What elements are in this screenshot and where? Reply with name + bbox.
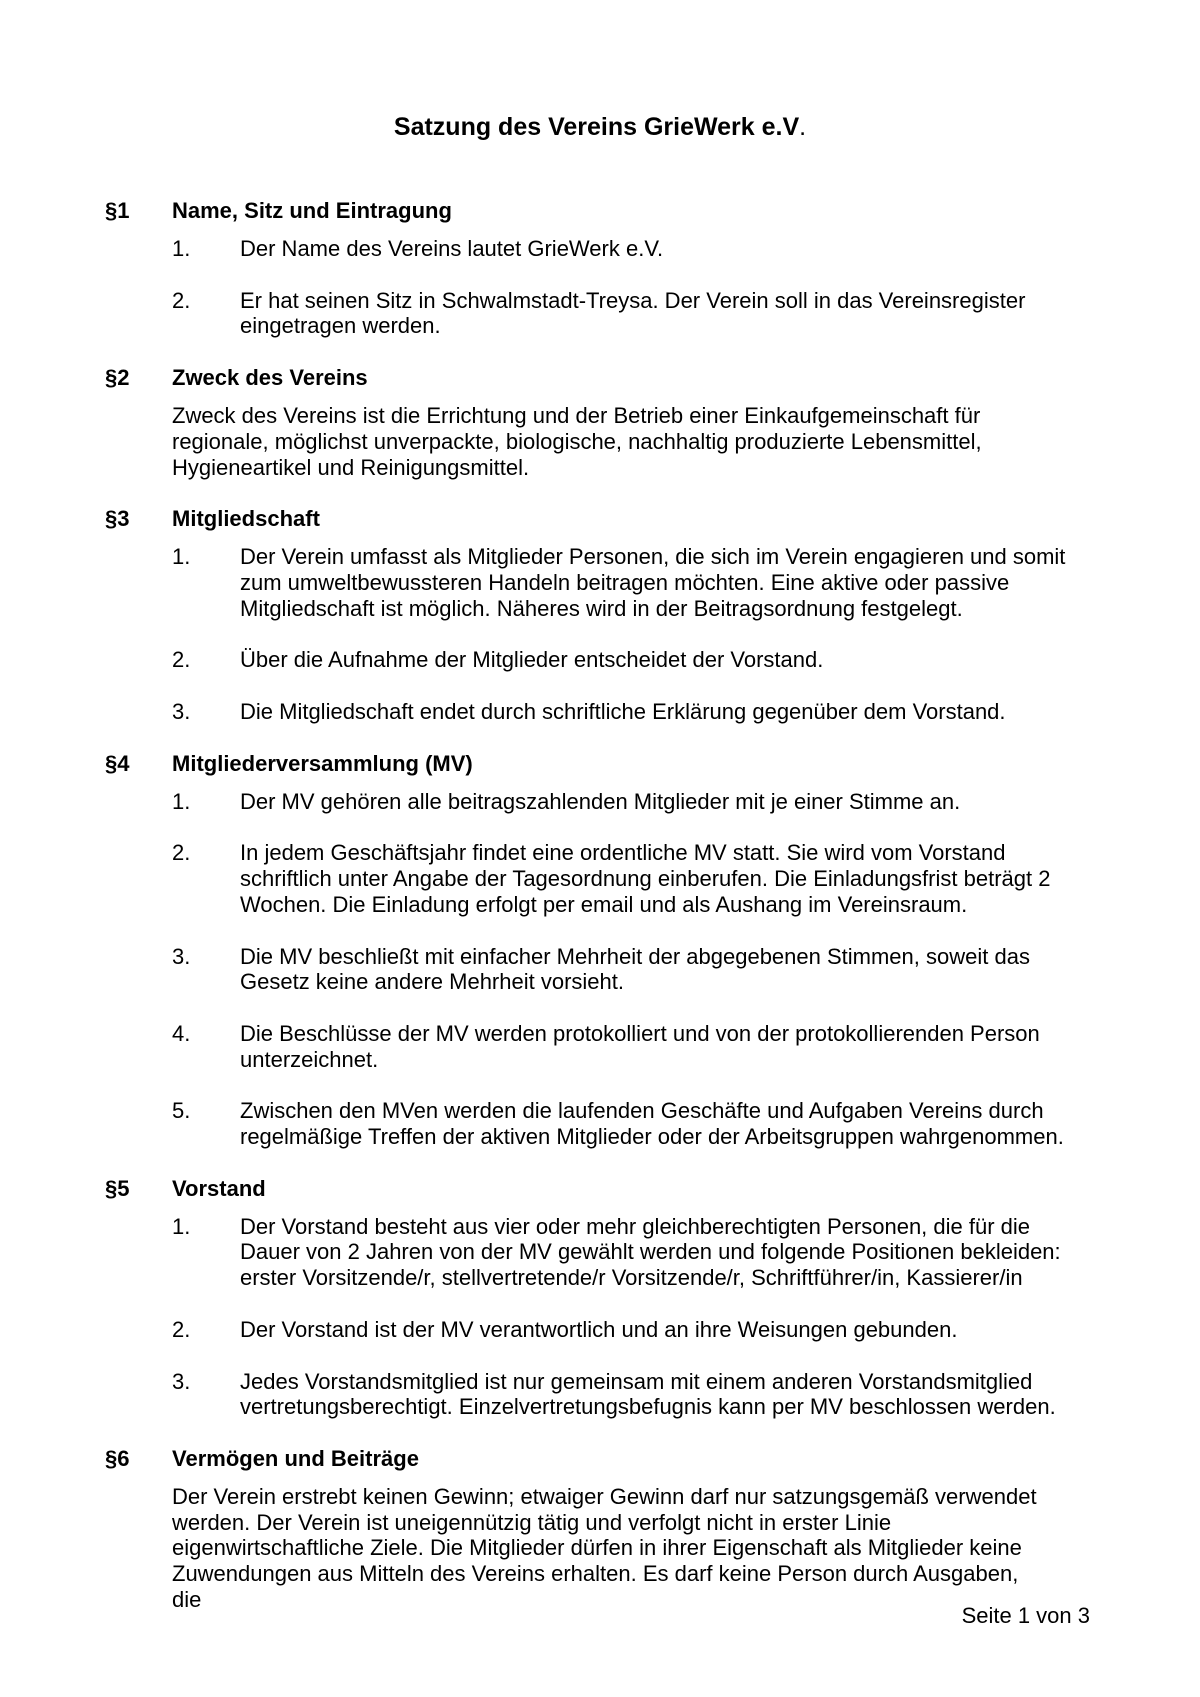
item-text: Der Verein umfasst als Mitglieder Personen, die sich im Verein engagieren und somit zum umweltbewussteren Handeln beitragen möchten. Eine aktive oder passive Mitgliedschaft ist möglich. Näheres wird in der Beitragsordnung festgelegt.: [240, 544, 1066, 621]
list-item: [172, 944, 1200, 995]
item-number: 3.: [172, 943, 191, 969]
item-text: Über die Aufnahme der Mitglieder entscheidet der Vorstand.: [240, 647, 824, 673]
item-text: Er hat seinen Sitz in Schwalmstadt-Treysa. Der Verein soll in das Vereinsregister eingetragen werden.: [240, 287, 1026, 339]
section-label: §3: [105, 506, 130, 532]
item-text: Der Vorstand besteht aus vier oder mehr gleichberechtigten Personen, die für die Dauer von 2 Jahren von der MV gewählt werden und folgende Positionen bekleiden: erster Vorsitzende/r, stellvertretende/r Vorsitzende/r, Schriftführer/in, Kassierer/in: [240, 1213, 1061, 1291]
list-item: [172, 1214, 1200, 1291]
item-number: 5.: [172, 1098, 191, 1124]
item-number: 1.: [172, 788, 191, 814]
list-item: [172, 1098, 1200, 1149]
item-text: Der Name des Vereins lautet GrieWerk e.V.: [240, 236, 664, 261]
item-text: Der Vorstand ist der MV verantwortlich und an ihre Weisungen gebunden.: [240, 1316, 958, 1342]
section-3: [0, 506, 1200, 725]
section-1-header: [105, 198, 1200, 224]
section-heading: Name, Sitz und Eintragung: [172, 198, 452, 223]
list-item: [172, 1369, 1200, 1420]
section-5-header: [105, 1176, 1200, 1202]
section-label: §1: [105, 198, 130, 223]
item-number: 3.: [172, 1368, 191, 1394]
item-number: 1.: [172, 544, 191, 570]
section-4: [0, 751, 1200, 1150]
item-number: 2.: [172, 840, 191, 866]
section-heading: Vermögen und Beiträge: [172, 1445, 419, 1471]
item-number: 2.: [172, 287, 191, 313]
document-title: [0, 0, 1200, 142]
section-1: [0, 198, 1200, 339]
list-item: [172, 647, 1200, 673]
list-item: [172, 789, 1200, 815]
section-heading: Zweck des Vereins: [172, 365, 368, 391]
item-text: Die MV beschließt mit einfacher Mehrheit der abgegebenen Stimmen, soweit das Gesetz keine andere Mehrheit vorsieht.: [240, 943, 1030, 995]
section-6: [0, 1446, 1200, 1613]
item-number: 2.: [172, 647, 191, 673]
list-item: [172, 1317, 1200, 1343]
section-2-header: [105, 365, 1200, 391]
section-2: [0, 365, 1200, 480]
section-3-header: [105, 506, 1200, 532]
section-heading: Mitgliedschaft: [172, 506, 320, 532]
section-6-header: [105, 1446, 1200, 1472]
section-label: §6: [105, 1445, 130, 1471]
item-number: 1.: [172, 236, 191, 261]
item-text: Zwischen den MVen werden die laufenden Geschäfte und Aufgaben Vereins durch regelmäßige Treffen der aktiven Mitglieder oder der Arbeitsgruppen wahrgenommen.: [240, 1098, 1064, 1150]
section-5: [0, 1176, 1200, 1420]
document-title-period: .: [799, 113, 807, 141]
section-paragraph: Der Verein erstrebt keinen Gewinn; etwaiger Gewinn darf nur satzungsgemäß verwendet werden. Der Verein ist uneigennützig tätig und verfolgt nicht in erster Linie eigenwirtschaftliche Ziele. Die Mitglieder dürfen in ihrer Eigenschaft als Mitglieder keine Zuwendungen aus Mitteln des Vereins erhalten. Es darf keine Person durch Ausgaben, die: [172, 1483, 1037, 1612]
item-text: Der MV gehören alle beitragszahlenden Mitglieder mit je einer Stimme an.: [240, 788, 961, 814]
list-item: [172, 288, 1200, 339]
section-label: §2: [105, 365, 130, 391]
item-number: 2.: [172, 1316, 191, 1342]
item-number: 1.: [172, 1213, 191, 1239]
list-item: [172, 1021, 1200, 1072]
page-number: Seite 1 von 3: [961, 1603, 1090, 1628]
item-text: In jedem Geschäftsjahr findet eine ordentliche MV statt. Sie wird vom Vorstand schriftlich unter Angabe der Tagesordnung einberufen. Die Einladungsfrist beträgt 2 Wochen. Die Einladung erfolgt per email und als Aushang im Vereinsraum.: [240, 840, 1051, 917]
list-item: [172, 236, 1200, 262]
list-item: [172, 544, 1200, 621]
list-item: [172, 699, 1200, 725]
item-number: 4.: [172, 1020, 191, 1046]
item-text: Die Mitgliedschaft endet durch schriftliche Erklärung gegenüber dem Vorstand.: [240, 699, 1006, 725]
section-paragraph: Zweck des Vereins ist die Errichtung und der Betrieb einer Einkaufgemeinschaft für regionale, möglichst unverpackte, biologische, nachhaltig produzierte Lebensmittel, Hygieneartikel und Reinigungsmittel.: [172, 403, 982, 480]
page-footer: [962, 1603, 1090, 1629]
section-heading: Vorstand: [172, 1175, 266, 1201]
item-text: Die Beschlüsse der MV werden protokolliert und von der protokollierenden Person unterzeichnet.: [240, 1020, 1040, 1072]
section-label: §5: [105, 1175, 130, 1201]
section-4-header: [105, 751, 1200, 777]
section-heading: Mitgliederversammlung (MV): [172, 750, 473, 776]
list-item: [172, 840, 1200, 917]
item-text: Jedes Vorstandsmitglied ist nur gemeinsam mit einem anderen Vorstandsmitglied vertretungsberechtigt. Einzelvertretungsbefugnis kann per MV beschlossen werden.: [240, 1368, 1056, 1420]
item-number: 3.: [172, 699, 191, 725]
section-label: §4: [105, 750, 130, 776]
document-title-text: Satzung des Vereins GrieWerk e.V: [393, 113, 800, 141]
